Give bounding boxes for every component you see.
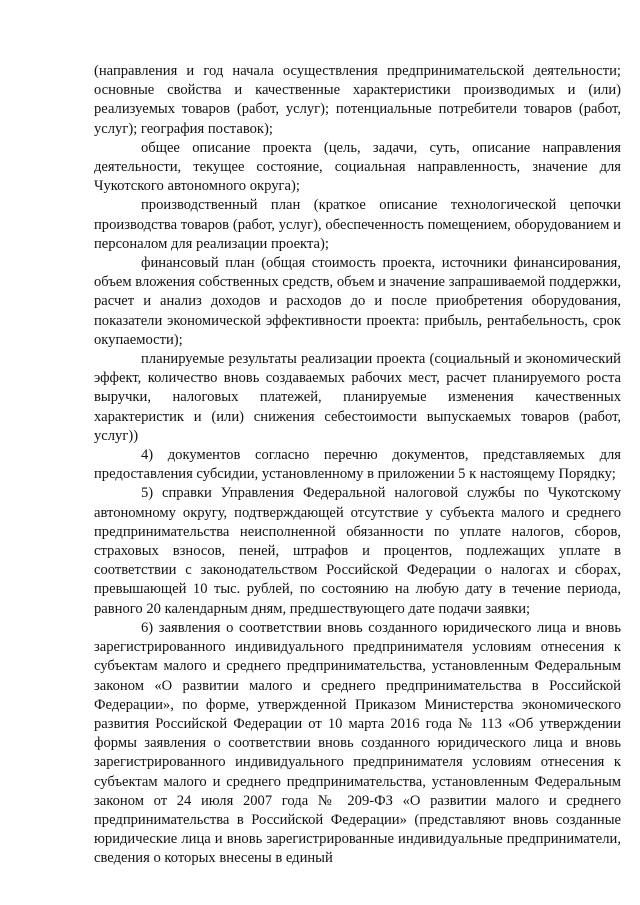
paragraph-item-4: 4) документов согласно перечню документов, представляемых для предоставления субсидии, установленному в приложении 5 к настоящему Порядку; xyxy=(94,447,621,483)
paragraph-continuation: (направления и год начала осуществления предпринимательской деятельности; основные свойства и качественные характеристики производимых и (или) реализуемых товаров (работ, услуг); потенциальные потребители товаров (работ, услуг); география поставок); xyxy=(94,63,621,137)
paragraph-project-description: общее описание проекта (цель, задачи, суть, описание направления деятельности, текущее состояние, социальная направленность, значение для Чукотского автономного округа); xyxy=(94,139,621,195)
document-page xyxy=(94,62,621,869)
paragraph-planned-results: планируемые результаты реализации проекта (социальный и экономический эффект, количество вновь создаваемых рабочих мест, расчет планируемого роста выручки, налоговых платежей, планируемые изменения качественных характеристик и (или) снижения себестоимости выпускаемых товаров (работ, услуг)) xyxy=(94,351,621,444)
paragraph-item-6: 6) заявления о соответствии вновь созданного юридического лица и вновь зарегистрированного индивидуального предпринимателя условиям отнесения к субъектам малого и среднего предпринимательства, установленным Федеральным законом «О развитии малого и среднего предпринимательства в Российской Федерации», по форме, утвержденной Приказом Министерства экономического развития Российской Федерации от 10 марта 2016 года № 113 «Об утверждении формы заявления о соответствии вновь созданного юридического лица и вновь зарегистрированного индивидуального предпринимателя условиям отнесения к субъектам малого и среднего предпринимательства, установленным Федеральным законом от 24 июля 2007 года № 209-ФЗ «О развитии малого и среднего предпринимательства в Российской Федерации» (представляют вновь созданные юридические лица и вновь зарегистрированные индивидуальные предприниматели, сведения о которых внесены в единый xyxy=(94,619,621,867)
paragraph-production-plan: производственный план (краткое описание технологической цепочки производства товаров (работ, услуг), обеспеченность помещением, оборудованием и персоналом для реализации проекта); xyxy=(94,197,621,252)
paragraph-item-5: 5) справки Управления Федеральной налоговой службы по Чукотскому автономному округу, подтверждающей отсутствие у субъекта малого и среднего предпринимательства неисполненной обязанности по уплате налогов, сборов, страховых взносов, пеней, штрафов и процентов, подлежащих уплате в соответствии с законодательством Российской Федерации о налогах и сборах, превышающей 10 тыс. рублей, по состоянию на любую дату в течение периода, равного 20 календарным дням, предшествующего дате подачи заявки; xyxy=(94,485,621,617)
paragraph-financial-plan: финансовый план (общая стоимость проекта, источники финансирования, объем вложения собственных средств, объем и значение запрашиваемой поддержки, расчет и анализ доходов и расходов до и после приобретения оборудования, показатели экономической эффективности проекта: прибыль, рентабельность, срок окупаемости); xyxy=(94,255,621,348)
